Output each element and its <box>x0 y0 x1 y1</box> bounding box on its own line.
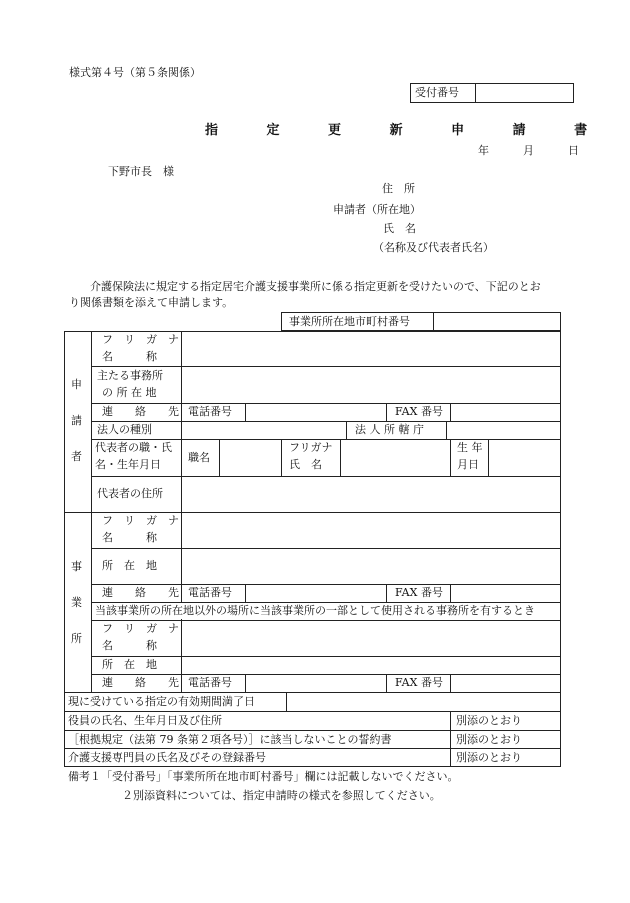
care-manager-label: 介護支援専門員の氏名及びその登録番号 <box>68 751 266 764</box>
expiry-label: 現に受けている指定の有効期間満了日 <box>68 695 255 708</box>
section-applicant-char-2: 請 <box>71 414 82 427</box>
form-number: 様式第４号（第５条関係） <box>69 66 201 79</box>
rep-birth-label-2: 月日 <box>457 458 479 471</box>
note-1: 備考１「受付番号」「事業所所在地市町村番号」欄には記載しないでください。 <box>68 770 459 783</box>
section-office-char-1: 事 <box>71 560 82 573</box>
sub-office-contact-label: 連 絡 先 <box>102 676 179 689</box>
section-office-char-2: 業 <box>71 596 82 609</box>
document-title: 指 定 更 新 申 請 書 <box>205 123 610 138</box>
officers-attached: 別添のとおり <box>456 714 522 727</box>
pledge-label: ［根拠規定（法第 79 条第２項各号）］に該当しないことの誓約書 <box>68 733 392 746</box>
officers-label: 役員の氏名、生年月日及び住所 <box>68 714 222 727</box>
corp-authority-label: 法 人 所 轄 庁 <box>355 423 424 436</box>
body-text-line-2: り関係書類を添えて申請します。 <box>69 296 234 309</box>
applicant-address-label: 住 所 <box>382 182 415 195</box>
office-contact-label: 連 絡 先 <box>102 586 179 599</box>
office-phone-label: 電話番号 <box>188 586 232 599</box>
applicant-role-label: 申請者（所在地） <box>333 203 421 216</box>
date-line: 年 月 日 <box>478 144 583 157</box>
corp-type-label: 法人の種別 <box>97 423 152 436</box>
applicant-contact-label: 連 絡 先 <box>102 405 179 418</box>
rep-title-label-1: 代表者の職・氏 <box>95 441 172 454</box>
rep-name-label: 氏 名 <box>289 458 322 471</box>
applicant-fax-label: FAX 番号 <box>395 405 443 418</box>
office-location-label: 所 在 地 <box>102 559 157 572</box>
sub-office-furigana-label: フ リ ガ ナ <box>102 622 179 635</box>
section-office-char-3: 所 <box>71 632 82 645</box>
sub-office-location-label: 所 在 地 <box>102 658 157 671</box>
receipt-number-label: 受付番号 <box>415 86 459 99</box>
sub-office-phone-label: 電話番号 <box>188 676 232 689</box>
rep-address-label: 代表者の住所 <box>97 487 163 500</box>
section-applicant-char-1: 申 <box>71 378 82 391</box>
rep-position-label: 職名 <box>188 451 210 464</box>
main-office-label-1: 主たる事務所 <box>97 369 163 382</box>
addressee: 下野市長 様 <box>108 165 174 178</box>
care-manager-attached: 別添のとおり <box>456 751 522 764</box>
applicant-name-row-label: 名 称 <box>102 350 157 363</box>
pledge-attached: 別添のとおり <box>456 733 522 746</box>
rep-title-label-2: 名・生年月日 <box>95 458 161 471</box>
applicant-rep-label: （名称及び代表者氏名） <box>373 241 494 254</box>
applicant-phone-label: 電話番号 <box>188 405 232 418</box>
rep-furigana-label: フリガナ <box>289 441 333 454</box>
note-2: ２別添資料については、指定申請時の様式を参照してください。 <box>122 789 441 802</box>
section-applicant-char-3: 者 <box>71 450 82 463</box>
municipal-code-label: 事業所所在地市町村番号 <box>289 315 410 328</box>
office-fax-label: FAX 番号 <box>395 586 443 599</box>
rep-birth-label-1: 生 年 <box>457 441 483 454</box>
sub-office-name-label: 名 称 <box>102 639 157 652</box>
main-office-label-2: の 所 在 地 <box>102 386 157 399</box>
receipt-number-field[interactable] <box>477 85 572 101</box>
body-text-line-1: 介護保険法に規定する指定居宅介護支援事業所に係る指定更新を受けたいので、下記のとお <box>90 280 541 293</box>
applicant-name-label: 氏 名 <box>383 222 416 235</box>
sub-office-fax-label: FAX 番号 <box>395 676 443 689</box>
applicant-furigana-label: フ リ ガ ナ <box>102 333 179 346</box>
sub-office-note: 当該事業所の所在地以外の場所に当該事業所の一部として使用される事務所を有するとき <box>95 604 535 617</box>
office-name-label: 名 称 <box>102 531 157 544</box>
office-furigana-label: フ リ ガ ナ <box>102 514 179 527</box>
